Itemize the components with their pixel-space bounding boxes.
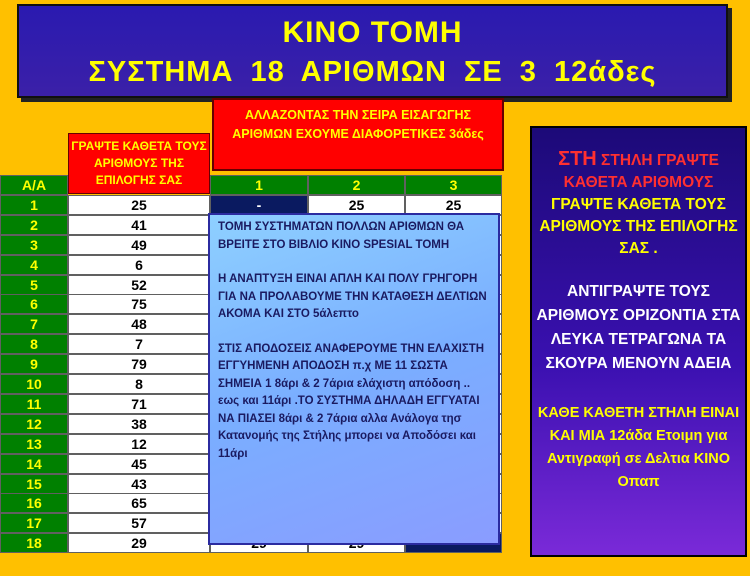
number-input-cell[interactable]: 7 <box>68 334 210 354</box>
info-paragraph-1: ΤΟΜΗ ΣΥΣΤΗΜΑΤΩΝ ΠΟΛΛΩΝ ΑΡΙΘΜΩΝ ΘΑ ΒΡΕΙΤΕ ΣΤΟ ΒΙΒΛΙΟ ΚΙΝΟ SPESIAL ΤΟΜΗ <box>218 221 465 251</box>
row-index: 4 <box>0 255 68 275</box>
system-cell-1[interactable]: - <box>210 195 308 215</box>
number-input-cell[interactable]: 52 <box>68 275 210 295</box>
number-input-cell[interactable]: 57 <box>68 513 210 533</box>
row-index: 8 <box>0 334 68 354</box>
row-index: 13 <box>0 434 68 454</box>
row-index: 17 <box>0 513 68 533</box>
system-cell-2[interactable]: 25 <box>308 195 405 215</box>
system-cell-3[interactable]: 25 <box>405 195 502 215</box>
title-banner <box>17 4 728 98</box>
row-index: 18 <box>0 533 68 553</box>
number-input-cell[interactable]: 29 <box>68 533 210 553</box>
row-index: 12 <box>0 414 68 434</box>
instruction-red-lead: ΣΤΗ <box>558 148 597 170</box>
number-input-cell[interactable]: 41 <box>68 215 210 235</box>
info-paragraph-3: ΣΤΙΣ ΑΠΟΔΟΣΕΙΣ ΑΝΑΦΕΡΟΥΜΕ ΤΗΝ ΕΛΑΧΙΣΤΗ ΕΓΓΥΗΜΕΝΗ ΑΠΟΔΟΣΗ π.χ ΜΕ 11 ΣΩΣΤΑ ΣΗΜΕΙΑ 1 8άρι & 2 7άρια ελάχιστη απόδοση .. εως και 11άρι .ΤΟ ΣΥΣΤΗΜΑ ΔΗΛΑΔΗ ΕΓΓΥΑΤΑΙ ΝΑ ΠΙΑΣΕΙ 8άρι & 2 7άρια αλλα Ανάλογα τησ Κατανομής της Στήλης μπορει να Αποδόσει και 11άρι <box>218 342 485 460</box>
row-index: 3 <box>0 235 68 255</box>
col-header-3: 3 <box>405 175 502 195</box>
info-textbox <box>208 213 500 545</box>
row-index: 7 <box>0 314 68 334</box>
col-header-aa: Α/Α <box>0 175 68 195</box>
instruction-columns: ΚΑΘΕ ΚΑΘΕΤΗ ΣΤΗΛΗ ΕΙΝΑΙ ΚΑΙ ΜΙΑ 12άδα Ετοιμη για Αντιγραφή σε Δελτια ΚΙΝΟ Οπαπ <box>537 405 740 490</box>
row-index: 2 <box>0 215 68 235</box>
number-input-cell[interactable]: 45 <box>68 454 210 474</box>
row-index: 5 <box>0 275 68 295</box>
instruction-write: ΓΡΑΨΤΕ ΚΑΘΕΤΑ ΤΟΥΣ ΑΡΙΘΜΟΥΣ ΤΗΣ ΕΠΙΛΟΓΗΣ ΣΑΣ . <box>539 196 738 257</box>
number-input-cell[interactable]: 71 <box>68 394 210 414</box>
row-index: 14 <box>0 454 68 474</box>
info-paragraph-2: Η ΑΝΑΠΤΥΞΗ ΕΙΝΑΙ ΑΠΛΗ ΚΑΙ ΠΟΛΥ ΓΡΗΓΟΡΗ ΓΙΑ ΝΑ ΠΡΟΛΑΒΟΥΜΕ ΤΗΝ ΚΑΤΑΘΕΣΗ ΔΕΛΤΙΩΝ ΑΚΟΜΑ ΚΑΙ ΣΤΟ 5άλεπτο <box>218 273 487 320</box>
row-index: 1 <box>0 195 68 215</box>
number-input-cell[interactable]: 75 <box>68 294 210 314</box>
row-index: 10 <box>0 374 68 394</box>
instruction-copy: ΑΝΤΙΓΡΑΨΤΕ ΤΟΥΣ ΑΡΙΘΜΟΥΣ ΟΡΙΖΟΝΤΙΑ ΣΤΑ ΛΕΥΚΑ ΤΕΤΡΑΓΩΝΑ ΤΑ ΣΚΟΥΡΑ ΜΕΝΟΥΝ ΑΔΕΙΑ <box>536 283 741 372</box>
row-index: 15 <box>0 474 68 494</box>
number-input-cell[interactable]: 6 <box>68 255 210 275</box>
instruction-red <box>532 148 745 194</box>
order-note: ΑΛΛΑΖΟΝΤΑΣ ΤΗΝ ΣΕΙΡΑ ΕΙΣΑΓΩΓΗΣ ΑΡΙΘΜΩΝ ΕΧΟΥΜΕ ΔΙΑΦΟΡΕΤΙΚΕΣ 3άδες <box>212 98 504 171</box>
number-input-cell[interactable]: 38 <box>68 414 210 434</box>
number-input-cell[interactable]: 12 <box>68 434 210 454</box>
number-input-cell[interactable]: 49 <box>68 235 210 255</box>
row-index: 16 <box>0 493 68 513</box>
number-input-cell[interactable]: 8 <box>68 374 210 394</box>
number-input-cell[interactable]: 79 <box>68 354 210 374</box>
instructions-panel <box>530 126 747 557</box>
number-input-cell[interactable]: 43 <box>68 474 210 494</box>
input-header: ΓΡΑΨΤΕ ΚΑΘΕΤΑ ΤΟΥΣ ΑΡΙΘΜΟΥΣ ΤΗΣ ΕΠΙΛΟΓΗΣ ΣΑΣ <box>68 133 210 194</box>
row-index: 11 <box>0 394 68 414</box>
number-input-cell[interactable]: 48 <box>68 314 210 334</box>
number-input-cell[interactable]: 65 <box>68 493 210 513</box>
title-main: ΚΙΝΟ ΤΟΜΗ <box>282 16 463 49</box>
col-header-1: 1 <box>210 175 308 195</box>
instruction-red-text: ΣΤΗΛΗ ΓΡΑΨΤΕ ΚΑΘΕΤΑ ΑΡΙΘΜΟΥΣ <box>563 152 719 191</box>
title-system: ΣΥΣΤΗΜΑ 18 ΑΡΙΘΜΩΝ ΣΕ 3 12άδες <box>88 56 657 88</box>
row-index: 9 <box>0 354 68 374</box>
number-input-cell[interactable]: 25 <box>68 195 210 215</box>
col-header-2: 2 <box>308 175 405 195</box>
row-index: 6 <box>0 294 68 314</box>
